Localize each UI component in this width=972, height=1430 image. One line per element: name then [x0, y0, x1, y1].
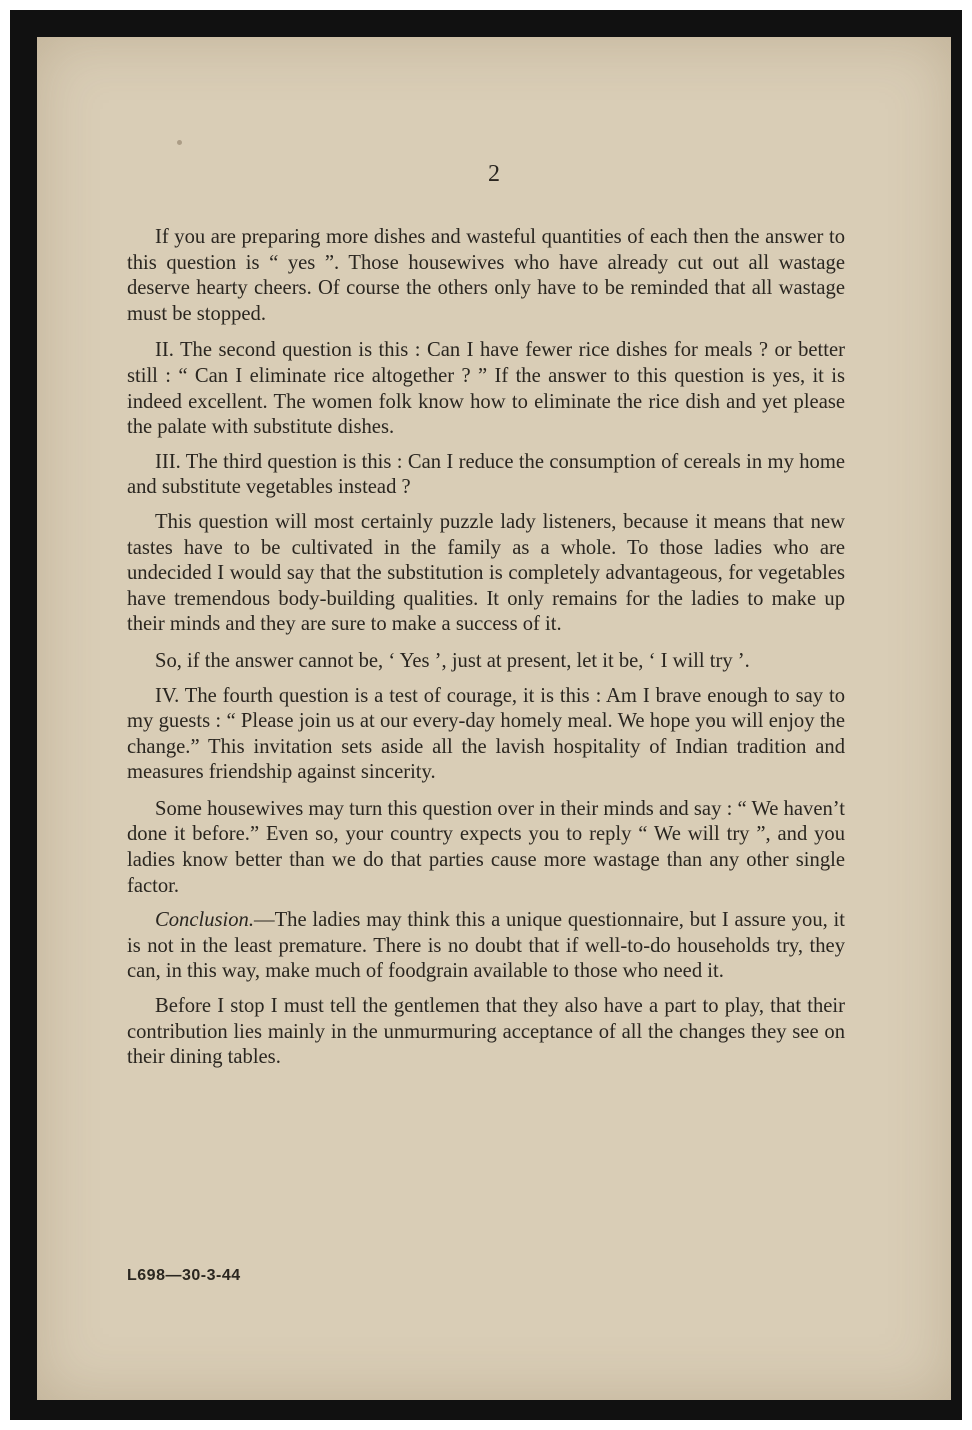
conclusion-text: —The ladies may think this a unique questionnaire, but I assure you, it is not in the least premature. There is no doubt that if well-to-do households try, they can, in this way, make much of foodgrain available to those who need it.: [127, 909, 845, 983]
paragraph-wastage: If you are preparing more dishes and wasteful quantities of each then the answer to this question is “ yes ”. Those housewives who have already cut out all wastage deserve hearty cheers. Of course the others only have to be reminded that all wastage must be stopped.: [127, 226, 845, 325]
body-text: [127, 225, 845, 1082]
paragraph-question-four: IV. The fourth question is a test of courage, it is this : Am I brave enough to say to my guests : “ Please join us at our every-day homely meal. We hope you will enjoy the change.” This invitation sets aside all the lavish hospitality of Indian tradition and measures friendship against sincerity.: [127, 684, 845, 784]
conclusion-label: Conclusion.: [155, 909, 254, 932]
paragraph-closing: Before I stop I must tell the gentlemen that they also have a part to play, that their contribution lies mainly in the unmurmuring acceptance of all the changes they see on their dining tables.: [127, 995, 845, 1069]
paragraph-housewives: Some housewives may turn this question over in their minds and say : “ We haven’t done it before.” Even so, your country expects you to reply “ We will try ”, and you ladies know better than we do that parties cause more wastage than any other single factor.: [127, 797, 845, 897]
print-code: L698—30-3-44: [127, 1267, 241, 1284]
paragraph-question-three: III. The third question is this : Can I reduce the consumption of cereals in my home and substitute vegetables instead ?: [127, 450, 845, 499]
page-number: 2: [488, 161, 500, 187]
paragraph-will-try: So, if the answer cannot be, ‘ Yes ’, just at present, let it be, ‘ I will try ’.: [155, 649, 750, 672]
paragraph-question-two: II. The second question is this : Can I have fewer rice dishes for meals ? or better still : “ Can I eliminate rice altogether ? ” If the answer to this question is yes, it is indeed excellent. The women folk know how to eliminate the rice dish and yet please the palate with substitute dishes.: [127, 339, 845, 439]
paragraph-vegetables: This question will most certainly puzzle lady listeners, because it means that new tastes have to be cultivated in the family as a whole. To those ladies who are undecided I would say that the substitution is completely advantageous, for vegetables have tremendous body-building qualities. It only remains for the ladies to make up their minds and they are sure to make a success of it.: [127, 510, 845, 636]
paper-spot: [177, 140, 182, 145]
document-page: [37, 37, 951, 1400]
paragraph-conclusion: [127, 908, 845, 985]
